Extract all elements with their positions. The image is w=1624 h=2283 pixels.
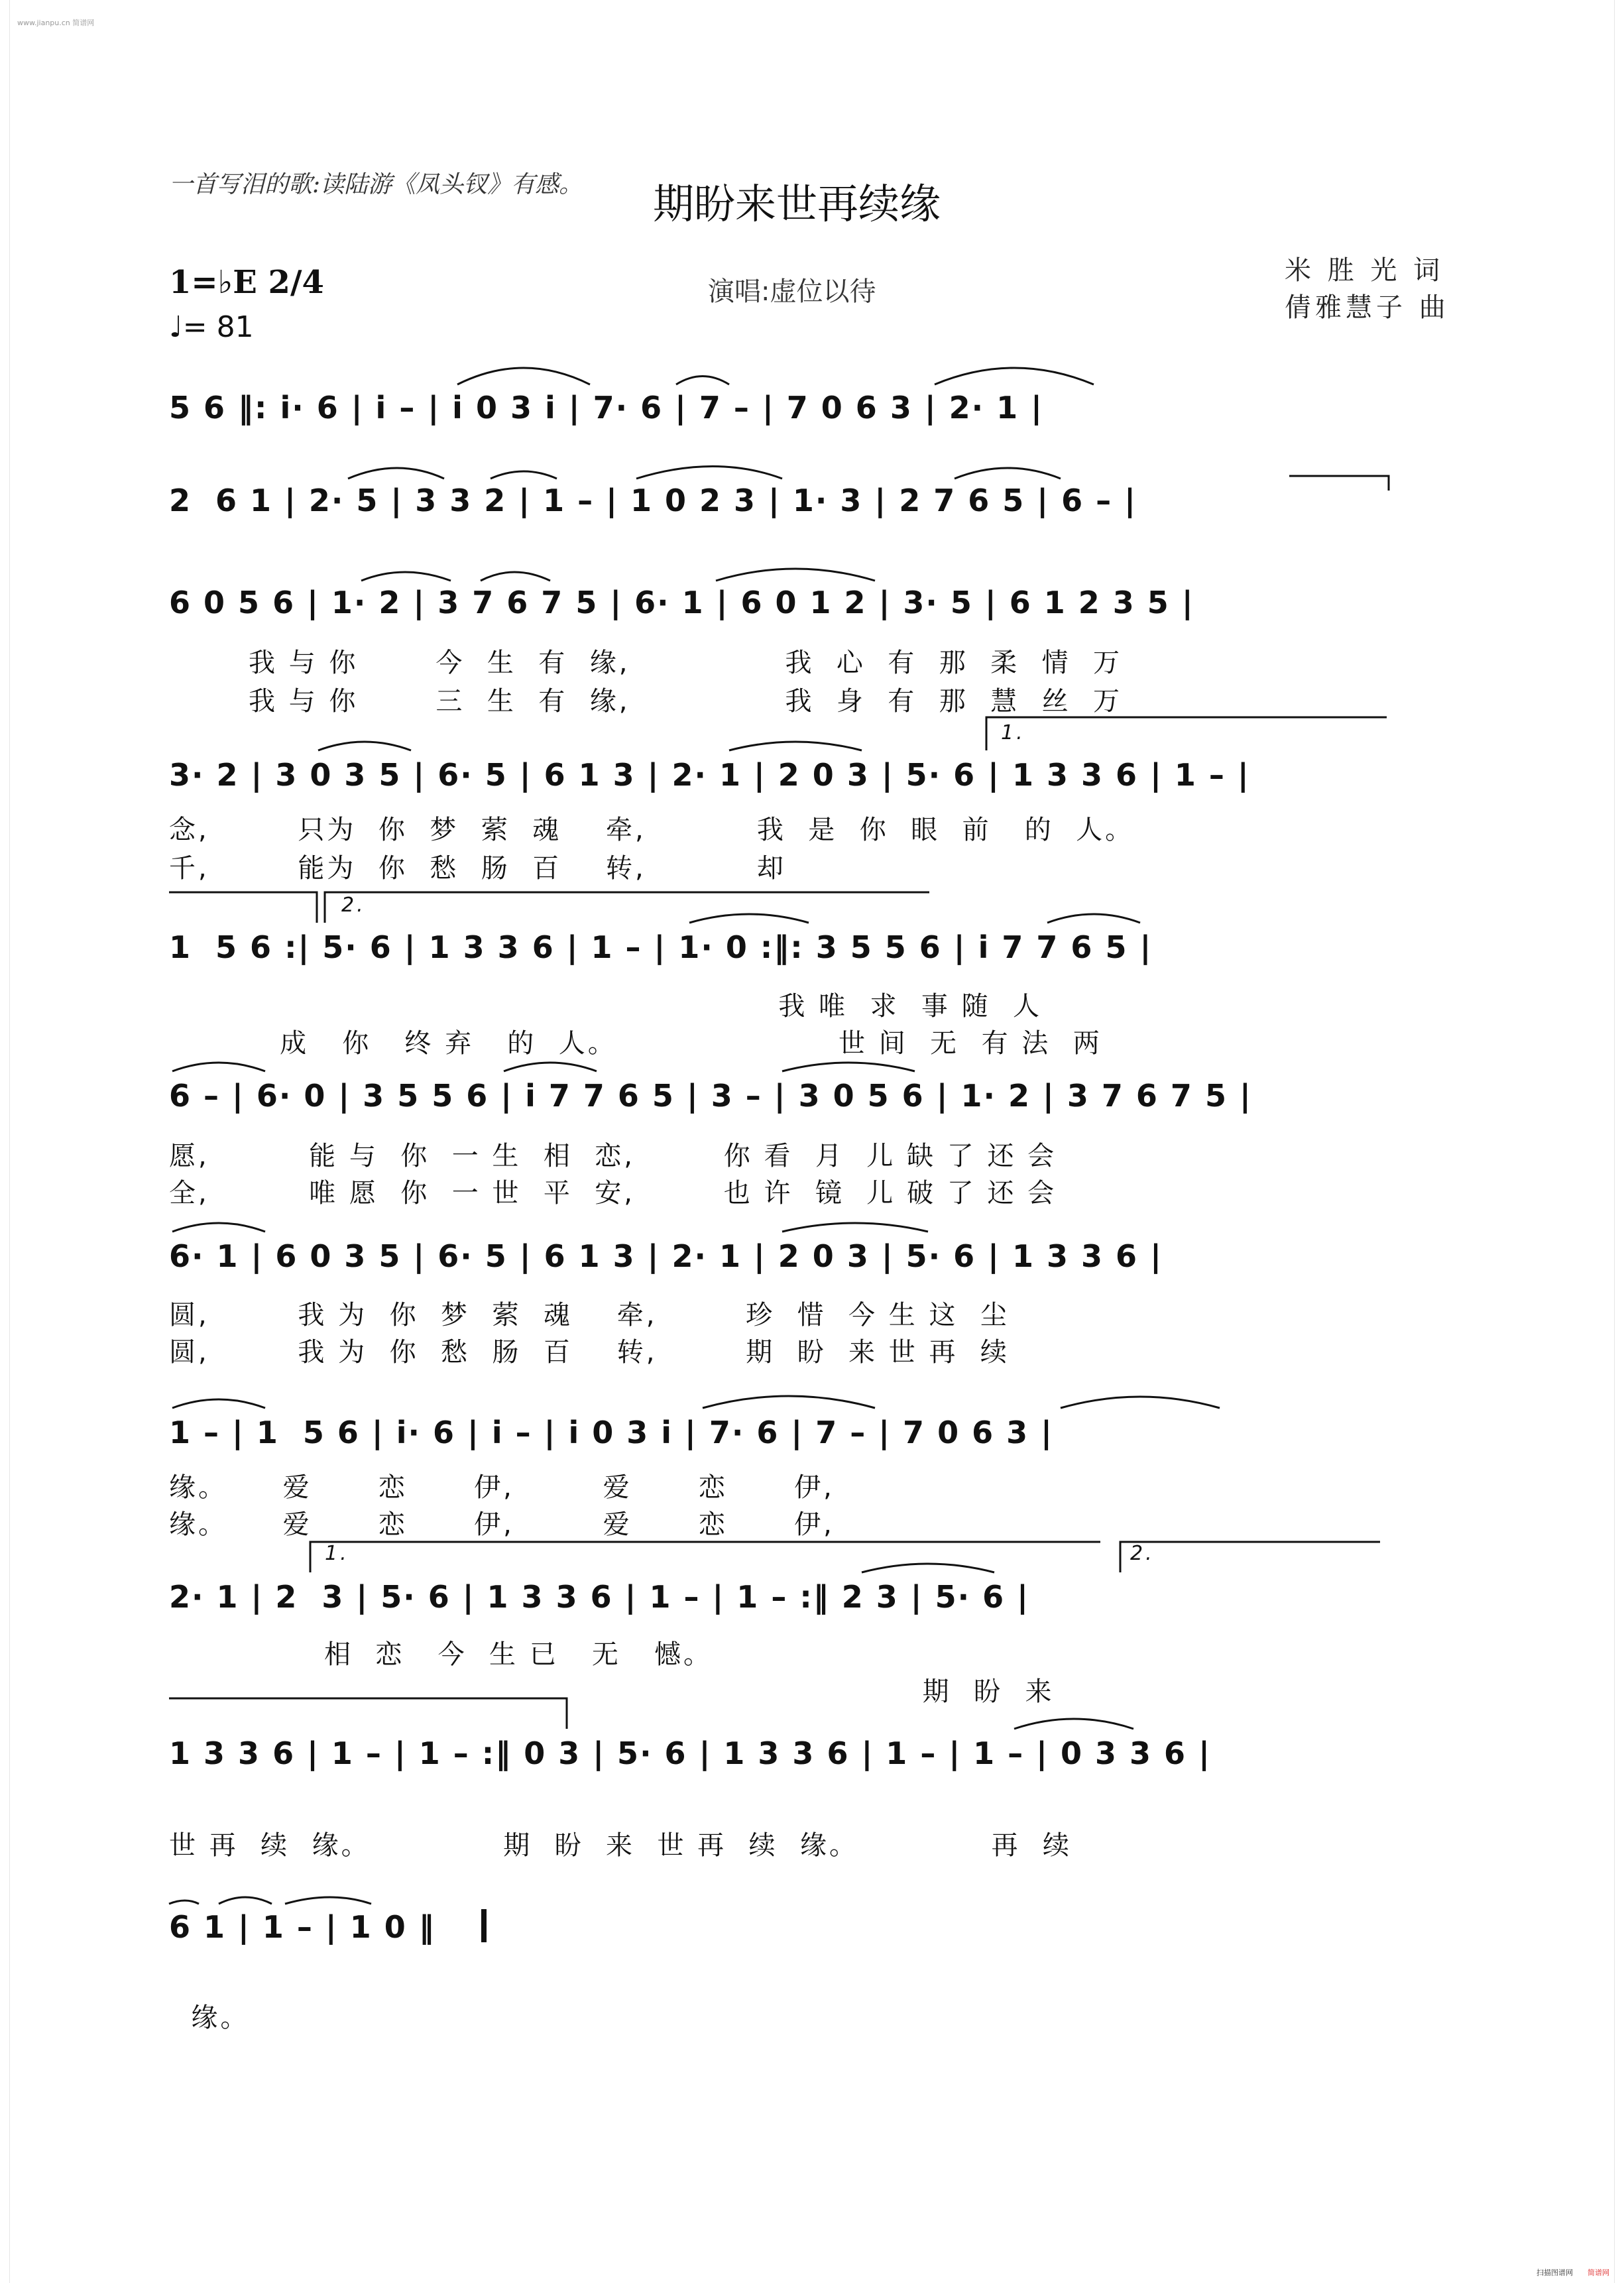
performer-credit: 演唱:虚位以待 <box>708 276 876 307</box>
score-line-7-notes: 6· 1 | 6 0 3 5 | 6· 5 | 6 1 3 | 2· 1 | 2 0 3 | 5· 6 | 1 3 3 6 | <box>169 1238 1163 1274</box>
slur-arc <box>491 471 557 479</box>
score-line-4-notes: 3· 2 | 3 0 3 5 | 6· 5 | 6 1 3 | 2· 1 | 2 0 3 | 5· 6 | 1 3 3 6 | 1 – | <box>169 757 1250 793</box>
volta-1-label-b: 1. <box>325 1542 349 1565</box>
slur-arc <box>348 468 444 479</box>
slur-arc <box>504 1063 597 1071</box>
slur-arc <box>172 1399 265 1408</box>
slur-arc <box>729 742 862 750</box>
volta-bracket <box>169 892 317 923</box>
score-line-9-notes: 2· 1 | 2 3 | 5· 6 | 1 3 3 6 | 1 – | 1 – :‖ 2 3 | 5· 6 | <box>169 1579 1029 1615</box>
volta-bracket <box>169 1698 567 1729</box>
site-mark: www.jianpu.cn 简谱网 <box>17 19 95 27</box>
score-line-3-lyric-1: 我 与 你 今 生 有 缘, 我 心 有 那 柔 情 万 <box>249 648 1123 678</box>
slur-arc <box>1014 1719 1133 1729</box>
score-line-8-lyric-2: 缘。 爱 恋 伊, 爱 恋 伊, <box>169 1509 835 1540</box>
slur-arc <box>716 569 875 581</box>
slur-arc <box>172 1063 265 1071</box>
slur-arc <box>935 368 1094 384</box>
slur-arc <box>361 572 451 581</box>
slur-arc <box>1061 1397 1220 1408</box>
slur-arc <box>285 1897 371 1904</box>
volta-2-label-b: 2. <box>1130 1542 1155 1565</box>
final-barline <box>481 1909 487 1942</box>
score-line-8-notes: 1 – | 1 5 6 | i· 6 | i – | i 0 3 i | 7· 6 | 7 – | 7 0 6 3 | <box>169 1415 1053 1450</box>
score-line-9-lyric-1: 相 恋 今 生 已 无 憾。 <box>169 1639 713 1670</box>
slur-arc <box>703 1396 875 1408</box>
slur-arc <box>676 377 729 385</box>
volta-bracket <box>986 717 1387 750</box>
slur-arc <box>457 368 590 384</box>
slur-arc <box>172 1223 265 1232</box>
slur-arc <box>782 1223 928 1232</box>
song-title: 期盼来世再续缘 <box>653 180 941 228</box>
slur-arc <box>219 1897 272 1904</box>
slur-arc <box>636 467 782 479</box>
score-line-2-notes: 2 6 1 | 2· 5 | 3 3 2 | 1 – | 1 0 2 3 | 1· 3 | 2 7 6 5 | 6 – | <box>169 483 1137 518</box>
lyricist-credit: 米 胜 光 词 <box>1285 255 1444 286</box>
score-line-4-lyric-2: 千, 能为 你 愁 肠 百 转, 却 <box>169 853 786 884</box>
key-signature: 1=♭E 2/4 <box>169 264 324 301</box>
composer-credit: 倩雅慧子 曲 <box>1285 292 1450 323</box>
score-line-10-notes: 1 3 3 6 | 1 – | 1 – :‖ 0 3 | 5· 6 | 1 3 3 6 | 1 – | 1 – | 0 3 3 6 | <box>169 1735 1211 1771</box>
score-line-5-lyric-2: 成 你 终 弃 的 人。 世 间 无 有 法 两 <box>169 1028 1102 1059</box>
score-line-5-notes: 1 5 6 :| 5· 6 | 1 3 3 6 | 1 – | 1· 0 :‖: 3 5 5 6 | i 7 7 6 5 | <box>169 929 1153 965</box>
volta-2-label: 2. <box>341 894 366 917</box>
score-line-11-notes: 6 1 | 1 – | 1 0 ‖ <box>169 1909 435 1945</box>
tempo-marking: ♩= 81 <box>169 310 254 344</box>
score-line-3-notes: 6 0 5 6 | 1· 2 | 3 7 6 7 5 | 6· 1 | 6 0 1 2 | 3· 5 | 6 1 2 3 5 | <box>169 585 1194 620</box>
score-line-11-lyric-1: 缘。 <box>169 2003 250 2033</box>
score-line-7-lyric-2: 圆, 我 为 你 愁 肠 百 转, 期 盼 来 世 再 续 <box>169 1337 1010 1368</box>
footer-left-text: 扫描图谱网 <box>1537 2268 1573 2277</box>
score-line-5-lyric-1: 我 唯 求 事 随 人 <box>169 991 1043 1022</box>
score-line-6-notes: 6 – | 6· 0 | 3 5 5 6 | i 7 7 6 5 | 3 – | 3 0 5 6 | 1· 2 | 3 7 6 7 5 | <box>169 1078 1252 1114</box>
tie-line <box>1289 476 1389 491</box>
footer-right-text: 简谱网 <box>1588 2268 1609 2277</box>
volta-bracket <box>1120 1542 1380 1572</box>
score-line-7-lyric-1: 圆, 我 为 你 梦 萦 魂 牵, 珍 惜 今 生 这 尘 <box>169 1300 1010 1330</box>
score-line-9-lyric-2: 期 盼 来 <box>169 1676 1055 1707</box>
score-line-3-lyric-2: 我 与 你 三 生 有 缘, 我 身 有 那 慧 丝 万 <box>249 686 1123 717</box>
score-line-6-lyric-2: 全, 唯 愿 你 一 世 平 安, 也 许 镜 儿 破 了 还 会 <box>169 1178 1057 1208</box>
slur-arc <box>318 742 411 750</box>
slur-arc <box>955 468 1061 479</box>
score-line-10-lyric-1: 世 再 续 缘。 期 盼 来 世 再 续 缘。 再 续 <box>169 1830 1073 1861</box>
score-line-4-lyric-1: 念, 只为 你 梦 萦 魂 牵, 我 是 你 眼 前 的 人。 <box>169 815 1135 845</box>
score-line-1-notes: 5 6 ‖: i· 6 | i – | i 0 3 i | 7· 6 | 7 – | 7 0 6 3 | 2· 1 | <box>169 390 1043 426</box>
slur-arc <box>1047 914 1140 923</box>
slur-arc <box>481 572 550 581</box>
slur-arc <box>689 914 809 923</box>
score-line-6-lyric-1: 愿, 能 与 你 一 生 相 恋, 你 看 月 儿 缺 了 还 会 <box>169 1141 1057 1171</box>
slur-arc <box>782 1063 915 1071</box>
volta-1-label: 1. <box>1001 721 1025 744</box>
volta-bracket <box>310 1542 1100 1572</box>
slur-arc <box>862 1564 994 1572</box>
subtitle: 一首写泪的歌:读陆游《凤头钗》有感。 <box>169 171 583 198</box>
slur-arc <box>169 1901 199 1904</box>
volta-bracket <box>325 892 929 923</box>
score-line-8-lyric-1: 缘。 爱 恋 伊, 爱 恋 伊, <box>169 1472 835 1503</box>
